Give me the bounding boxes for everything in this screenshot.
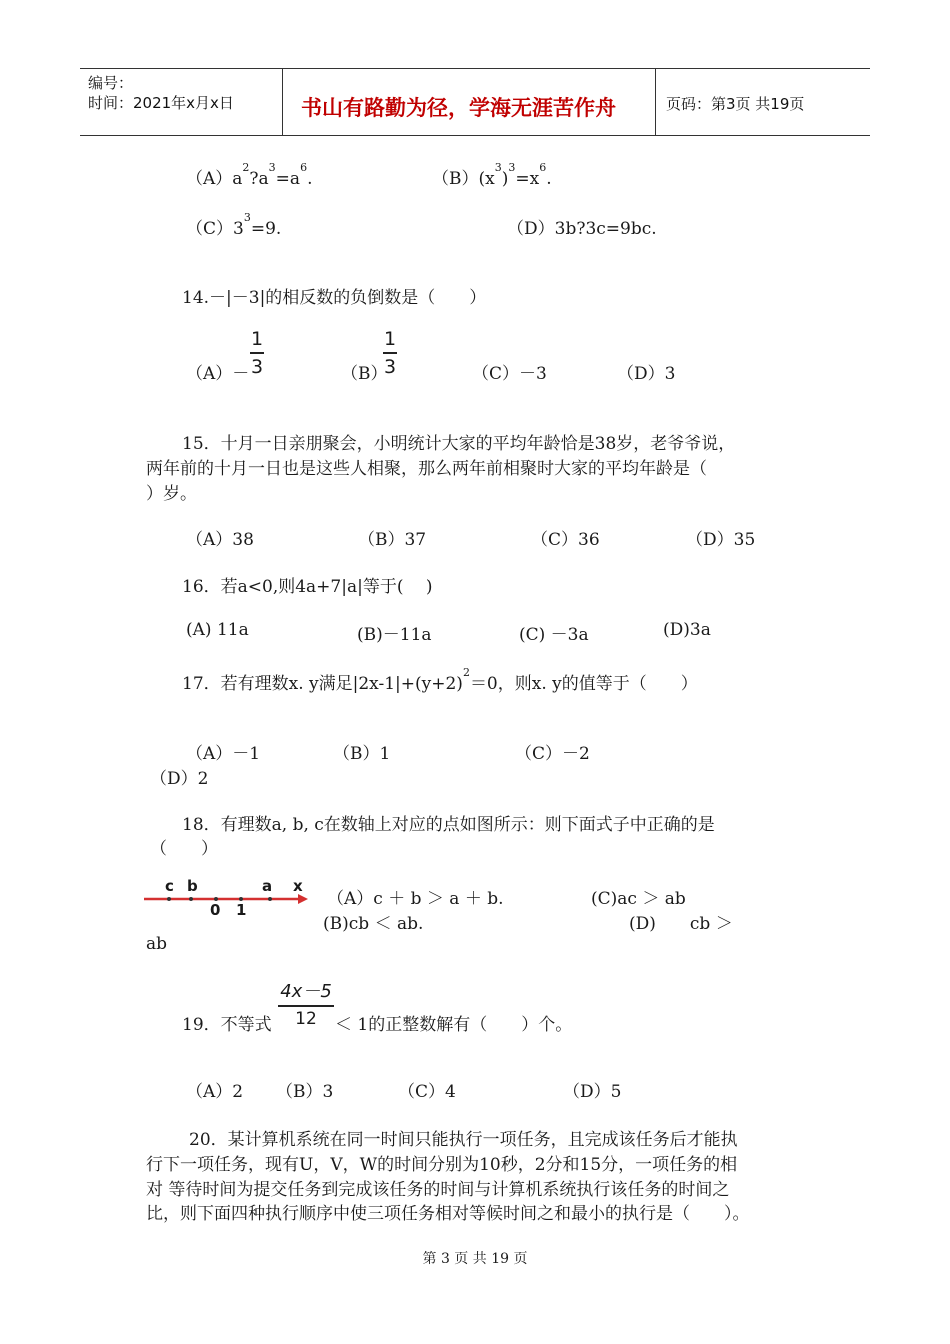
q17-option-a: （A）－1: [186, 744, 261, 764]
q13-option-a: $(A)a^2?a^3=a^6$.: [186, 161, 313, 189]
q18-stem: 18．有理数a, b, c在数轴上对应的点如图所示：则下面式子中正确的是: [182, 815, 715, 835]
q16-option-c: (C) －3a: [519, 625, 589, 645]
header-divider-right: [655, 68, 656, 136]
q15-line-3: ）岁。: [146, 484, 197, 504]
point-a: [268, 897, 272, 901]
q17-stem: 17．若有理数x. y满足$|2x-1|+(y+2)^2=0$，则x. y的值等于（ ）: [182, 666, 698, 694]
q15-option-d: （D）35: [686, 530, 756, 550]
q13-option-c: $(C)3^3=9$.: [186, 211, 282, 239]
q16-option-b: (B)－11a: [357, 625, 432, 645]
q18-option-d-cont: ab: [146, 934, 168, 954]
q15-option-c: （C）36: [531, 530, 600, 550]
q19-option-a: （A）2: [186, 1082, 244, 1102]
q15-line-1: 15．十月一日亲朋聚会，小明统计大家的平均年龄恰是38岁，老爷爷说，: [182, 434, 736, 454]
header-top-rule: [80, 68, 870, 69]
q14-option-b: （B）: [341, 364, 388, 384]
q13-option-b: $(B)(x^3)^3=x^6$.: [432, 161, 552, 189]
date-label: 时间：2021年x月x日: [88, 94, 234, 112]
q14-option-d: （D）3: [617, 364, 676, 384]
q20-line-4: 比，则下面四种执行顺序中使三项任务相对等候时间之和最小的执行是（ ）。: [146, 1204, 750, 1224]
q16-option-a: (A) 11a: [186, 620, 249, 640]
q15-option-b: （B）37: [358, 530, 427, 550]
code-label: 编号：: [88, 74, 134, 92]
page-label: 页码：第3页 共19页: [666, 95, 805, 113]
q20-line-3: 对 等待时间为提交任务到完成该任务的时间与计算机系统执行该任务的时间之: [146, 1180, 730, 1200]
q19-stem-post: ＜ 1的正整数解有（ ）个。: [335, 1015, 573, 1035]
q20-line-1: 20．某计算机系统在同一时间只能执行一项任务，且完成该任务后才能执: [189, 1130, 738, 1150]
q18-option-d: (D) cb ＞: [629, 914, 733, 934]
q20-line-2: 行下一项任务，现有U，V，W的时间分别为10秒，2分和15分，一项任务的相: [146, 1155, 738, 1175]
point-b: [189, 897, 193, 901]
label-a: a: [262, 877, 273, 895]
q14-b-fraction: 1 3: [383, 328, 397, 378]
q18-option-c: (C)ac ＞ ab: [591, 889, 686, 909]
q14-option-a: （A）－: [186, 364, 250, 384]
point-c: [167, 897, 171, 901]
q18-option-a: （A）c ＋ b ＞ a ＋ b.: [327, 889, 504, 909]
label-b: b: [187, 877, 198, 895]
q14-stem: 14.－|－3|的相反数的负倒数是（ ）: [182, 288, 487, 308]
q17-option-d: （D）2: [150, 769, 209, 789]
label-x: x: [293, 877, 303, 895]
label-one: 1: [236, 901, 247, 919]
q19-stem-pre: 19．不等式: [182, 1015, 272, 1035]
q17-option-c: （C）－2: [515, 744, 590, 764]
q13-option-d: （D）3b?3c=9bc.: [507, 219, 657, 239]
q18-paren: （ ）: [150, 839, 218, 859]
q19-option-c: （C）4: [398, 1082, 456, 1102]
label-c: c: [165, 877, 174, 895]
label-zero: 0: [210, 901, 221, 919]
motto: 书山有路勤为径，学海无涯苦作舟: [301, 96, 616, 120]
q17-option-b: （B）1: [333, 744, 391, 764]
q19-option-b: （B）3: [276, 1082, 334, 1102]
q19-option-d: （D）5: [563, 1082, 622, 1102]
page-footer: 第 3 页 共 19 页: [422, 1251, 528, 1267]
q16-option-d: (D)3a: [663, 620, 711, 640]
q15-option-a: （A）38: [186, 530, 254, 550]
q14-a-fraction: 1 3: [250, 328, 264, 378]
q14-option-c: （C）－3: [472, 364, 547, 384]
q16-stem: 16．若a<0,则4a+7|a|等于( ): [182, 577, 433, 597]
q15-line-2: 两年前的十月一日也是这些人相聚，那么两年前相聚时大家的平均年龄是（: [146, 459, 707, 479]
header-divider-left: [282, 68, 283, 136]
q18-option-b: (B)cb ＜ ab.: [323, 914, 424, 934]
q19-fraction: 4x－5 12: [278, 977, 334, 1029]
header-bottom-rule: [80, 135, 870, 136]
number-line-arrow: [298, 894, 308, 904]
